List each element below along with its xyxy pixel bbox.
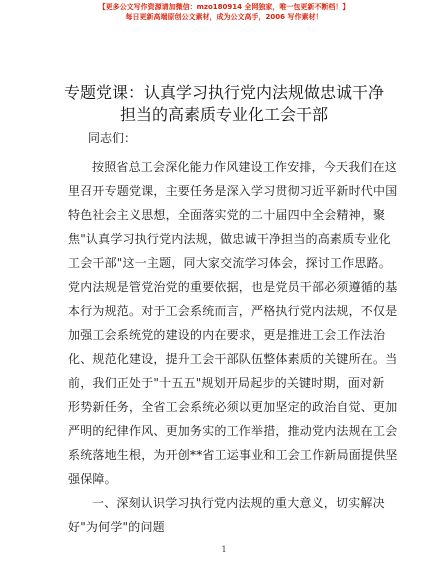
body-line: 前，我们正处于"十五五"规划开局起步的关键时期，面对新 [68, 376, 385, 390]
promo-banner-line-1: 【更多公文写作资源请加微信：mzo180914 全网独家，唯一包更新不断档！】 [98, 3, 350, 11]
body-line: 本行为规范。对于工会系统而言，严格执行党内法规，不仅是 [68, 304, 398, 318]
document-title [40, 82, 408, 126]
body-line: 党内法规是管党治党的重要依据，也是党员干部必须遵循的基 [68, 280, 398, 294]
section-heading: 好"为何学"的问题 [68, 520, 165, 534]
body-text [68, 155, 398, 539]
body-line: 焦"认真学习执行党内法规，做忠诚干净担当的高素质专业化 [68, 232, 391, 246]
body-line: 化、规范化建设，提升工会干部队伍整体素质的关键所在。当 [68, 352, 398, 366]
document-title-line-2: 担当的高素质专业化工会干部 [119, 105, 328, 124]
body-line: 形势新任务，全省工会系统必须以更加坚定的政治自觉、更加 [68, 400, 398, 414]
promo-banner-line-2: 每日更新高端原创公文素材，成为公文高手，2006 写作素材！ [125, 13, 323, 21]
salutation: 同志们： [88, 131, 137, 145]
body-line: 严明的纪律作风、更加务实的工作举措，推动党内法规在工会 [68, 424, 398, 438]
body-line: 工会干部"这一主题，同大家交流学习体会，探讨工作思路。 [68, 256, 391, 270]
body-line: 特色社会主义思想，全面落实党的二十届四中全会精神，聚 [68, 208, 386, 222]
body-line: 按照省总工会深化能力作风建设工作安排，今天我们在这 [92, 160, 398, 174]
body-line: 加强工会系统党的建设的内在要求，更是推进工会工作法治 [68, 328, 386, 342]
page-number: 1 [221, 545, 227, 554]
body-line: 里召开专题党课，主要任务是深入学习贯彻习近平新时代中国 [68, 184, 398, 198]
document-title-line-1: 专题党课：认真学习执行党内法规做忠诚干净 [63, 83, 384, 102]
section-heading: 一、深刻认识学习执行党内法规的重大意义，切实解决 [92, 496, 385, 510]
body-line: 系统落地生根，为开创**省工运事业和工会工作新局面提供坚 [68, 448, 398, 462]
body-line: 强保障。 [68, 472, 117, 486]
promo-banner [0, 2, 448, 22]
